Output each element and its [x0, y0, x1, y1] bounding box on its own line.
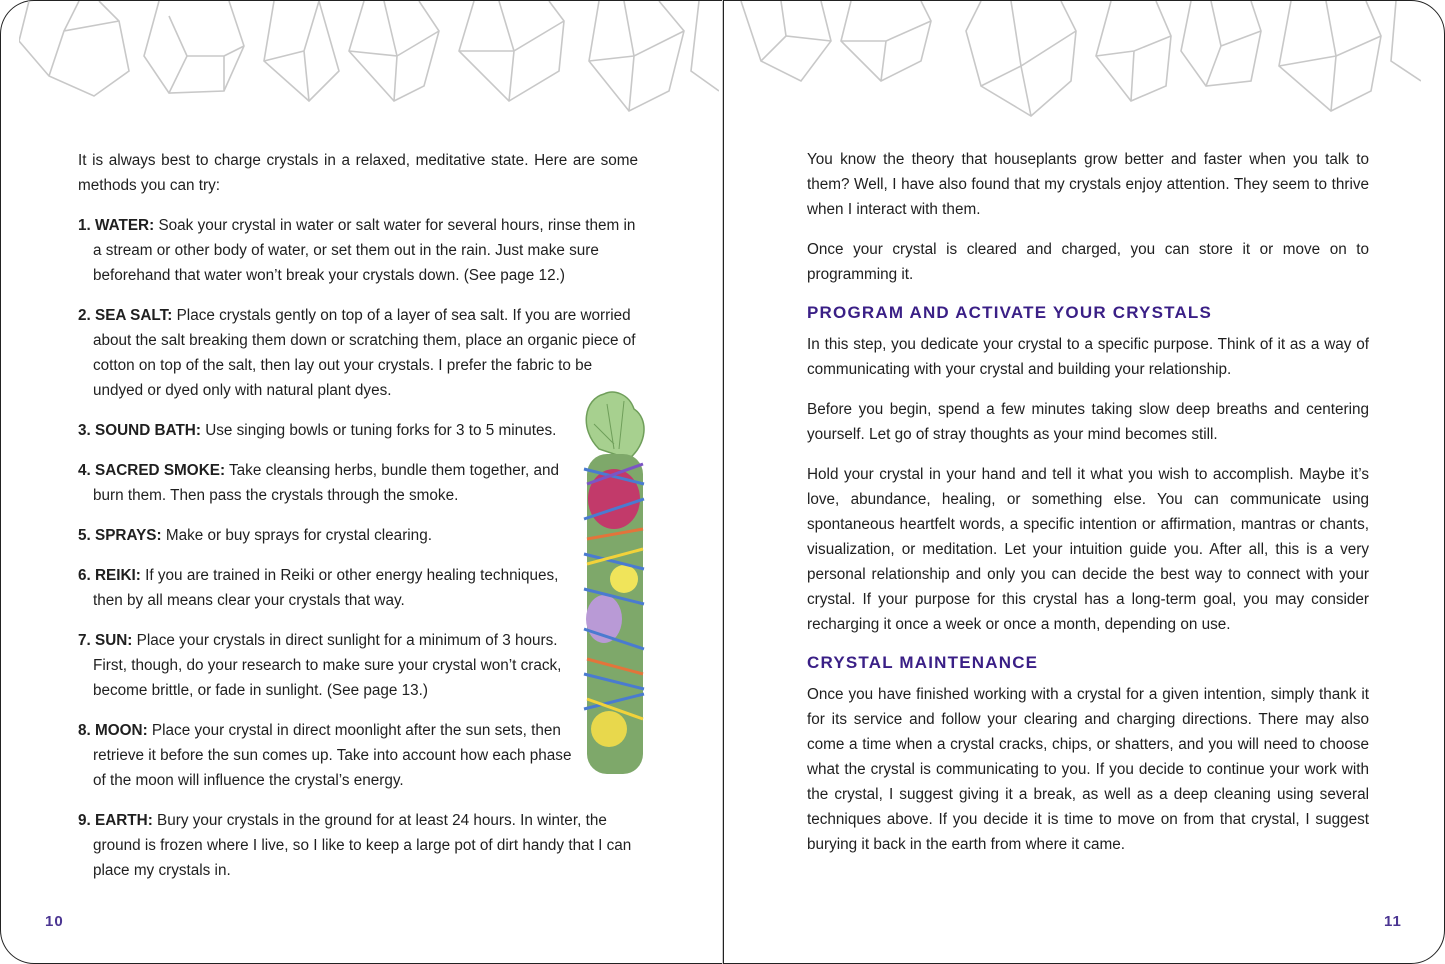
- method-water: [78, 213, 638, 288]
- paragraph-hold-crystal: Hold your crystal in your hand and tell it what you wish to accomplish. Maybe it’s love, abundance, healing, or something else. You can communicate using spontaneous heartfelt words, a specific intention or affirmation, mantras or chants, visualization, or meditation. Let your intuition guide you. After all, this is a very personal relationship and only you can decide the best way to connect with your crystal. If your purpose for this crystal has a long-term goal, you may consider recharging it once a week or once a month, depending on use.: [807, 466, 1369, 633]
- heading-crystal-maintenance: CRYSTAL MAINTENANCE: [807, 653, 1039, 672]
- method-label: 1. WATER:: [78, 217, 155, 234]
- left-page-text: [78, 148, 638, 898]
- page-number-left: 10: [45, 913, 64, 930]
- sage-bundle-illustration: [569, 389, 659, 779]
- method-text: Place your crystal in direct moonlight after the sun sets, then retrieve it before the sun comes up. Take into account how each phase of the moon will influence the crystal’s energy.: [93, 722, 572, 789]
- method-sun: [78, 628, 581, 703]
- heading-program-activate: PROGRAM AND ACTIVATE YOUR CRYSTALS: [807, 303, 1213, 322]
- method-sea-salt: [78, 303, 638, 403]
- method-earth: [78, 808, 638, 883]
- method-sound-bath: [78, 418, 571, 443]
- method-text: Bury your crystals in the ground for at least 24 hours. In winter, the ground is frozen where I live, so I like to keep a large pot of dirt handy that I can place my crystals in.: [93, 812, 632, 879]
- method-label: 2. SEA SALT:: [78, 307, 173, 324]
- method-label: 8. MOON:: [78, 722, 148, 739]
- method-text: Place your crystals in direct sunlight for a minimum of 3 hours. First, though, do your research to make sure your crystal won’t crack, become brittle, or fade in sunlight. (See page 13.): [93, 632, 562, 699]
- right-page-text: [807, 147, 1369, 872]
- method-reiki: [78, 563, 581, 613]
- method-text: Take cleansing herbs, bundle them together, and burn them. Then pass the crystals through the smoke.: [93, 462, 559, 504]
- method-text: Make or buy sprays for crystal clearing.: [161, 527, 432, 544]
- intro-paragraph: It is always best to charge crystals in a relaxed, meditative state. Here are some methods you can try:: [78, 152, 638, 194]
- method-label: 4. SACRED SMOKE:: [78, 462, 226, 479]
- method-label: 9. EARTH:: [78, 812, 153, 829]
- method-label: 7. SUN:: [78, 632, 133, 649]
- page-number-right: 11: [1384, 913, 1402, 930]
- paragraph-dedicate: In this step, you dedicate your crystal to a specific purpose. Think of it as a way of communicating with your crystal and building your relationship.: [807, 336, 1369, 378]
- method-moon: [78, 718, 581, 793]
- method-sacred-smoke: [78, 458, 571, 508]
- method-text: Soak your crystal in water or salt water for several hours, rinse them in a stream or other body of water, or set them out in the rain. Just make sure beforehand that water won’t break your crystals down. (See page 12.): [93, 217, 636, 284]
- paragraph-before-begin: Before you begin, spend a few minutes taking slow deep breaths and centering yourself. Let go of stray thoughts as your mind becomes still.: [807, 401, 1369, 443]
- method-sprays: [78, 523, 571, 548]
- method-text: If you are trained in Reiki or other energy healing techniques, then by all means clear your crystals that way.: [93, 567, 559, 609]
- crystal-border-illustration-right: [731, 1, 1421, 131]
- method-text: Place crystals gently on top of a layer of sea salt. If you are worried about the salt breaking them down or scratching them, place an organic piece of cotton on top of the salt, then lay out your crystals. I prefer the fabric to be undyed or dyed only with natural plant dyes.: [93, 307, 636, 399]
- paragraph-maintenance: Once you have finished working with a crystal for a given intention, simply thank it for its service and follow your clearing and charging directions. There may also come a time when a crystal cracks, chips, or shatters, and you will need to choose what the crystal is communicating to you. If you decide to continue your work with the crystal, I suggest giving it a break, as well as a deep cleaning using several techniques above. If you decide it is time to move on from that crystal, I suggest burying it back in the earth from where it came.: [807, 686, 1369, 853]
- method-label: 5. SPRAYS:: [78, 527, 162, 544]
- paragraph-programming: Once your crystal is cleared and charged, you can store it or move on to programming it.: [807, 241, 1369, 283]
- crystal-border-illustration: [19, 1, 719, 131]
- paragraph-houseplants: You know the theory that houseplants grow better and faster when you talk to them? Well, I have also found that my crystals enjoy attention. They seem to thrive when I interact with them.: [807, 151, 1369, 218]
- method-text: Use singing bowls or tuning forks for 3 to 5 minutes.: [200, 422, 557, 439]
- method-label: 3. SOUND BATH:: [78, 422, 201, 439]
- method-label: 6. REIKI:: [78, 567, 141, 584]
